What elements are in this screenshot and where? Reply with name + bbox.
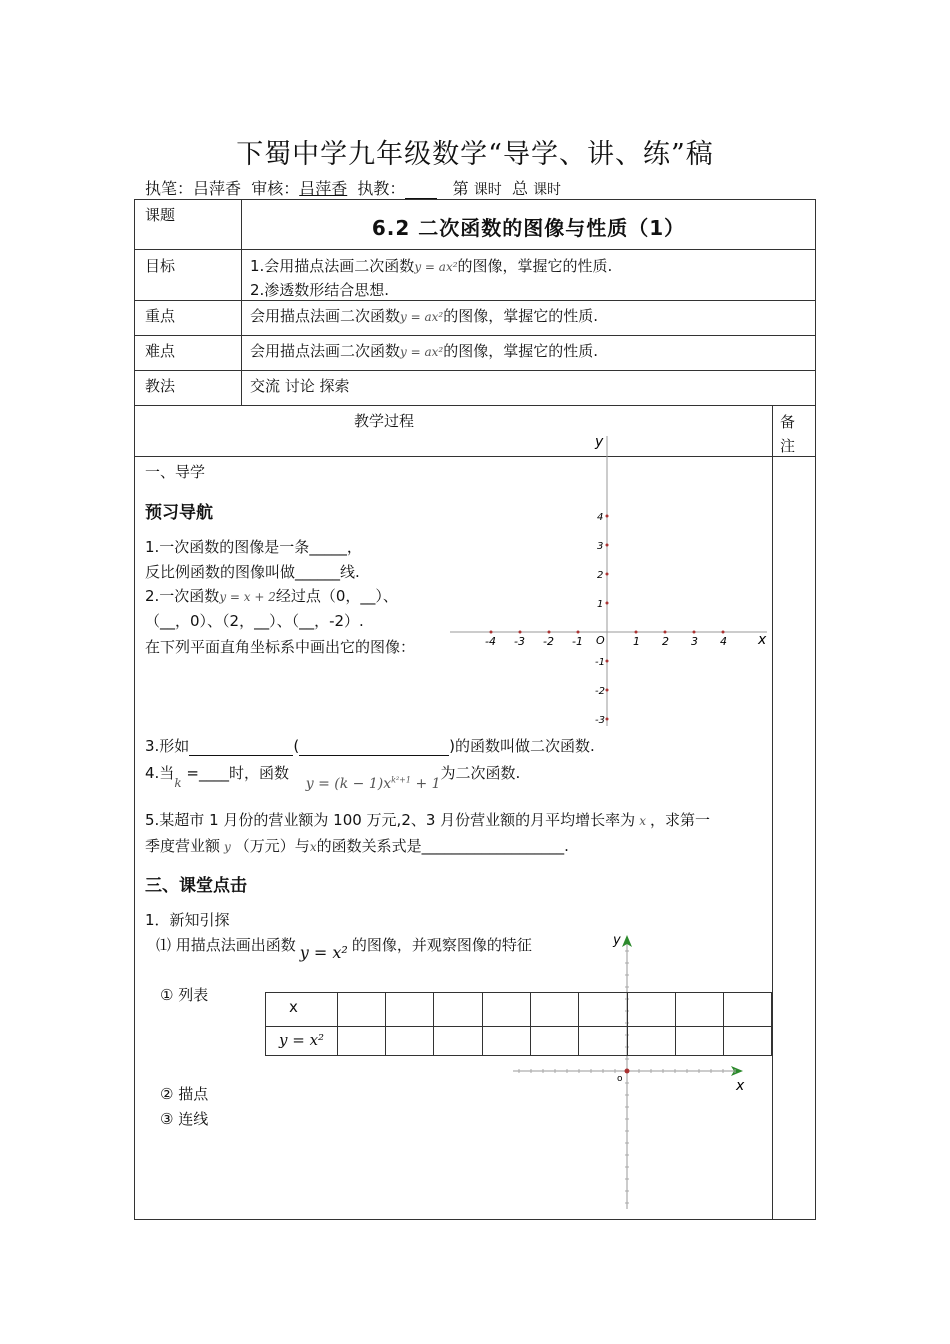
coordinate-grid-1 — [445, 428, 775, 730]
y-tick-label: 2 — [597, 570, 604, 581]
y-axis-label: y — [595, 434, 604, 450]
x-tick-mark — [490, 631, 493, 634]
x-tick-mark — [519, 631, 522, 634]
formula-yax2: y = ax² — [400, 310, 444, 324]
question-1a: 1.一次函数的图像是一条_____， — [145, 538, 362, 556]
section-classroom: 三、课堂点击 — [145, 876, 247, 896]
x-tick-mark — [664, 631, 667, 634]
notes-header: 备注 — [780, 413, 796, 455]
period-label: 第 — [452, 179, 469, 198]
step-plot: ② 描点 — [160, 1085, 209, 1103]
topic-title: 6.2 二次函数的图像与性质（1） — [371, 216, 686, 240]
method: 交流 讨论 探索 — [250, 377, 350, 395]
y-axis-label: y — [613, 933, 621, 948]
x-tick-label: 4 — [720, 635, 727, 648]
answer-blank[interactable] — [189, 737, 293, 756]
x-tick-mark — [693, 631, 696, 634]
method-label: 教法 — [145, 377, 176, 395]
total-label: 总 — [511, 179, 528, 198]
goal-label: 目标 — [145, 257, 176, 275]
reviewer-name: 吕萍香 — [299, 179, 348, 198]
page-title: 下蜀中学九年级数学“导学、讲、练”稿 — [236, 139, 714, 170]
formula-yax2: y = ax² — [414, 260, 458, 274]
question-5a: 5.某超市 1 月份的营业额为 100 万元,2、3 月份营业额的月平均增长率为 x ，求第一 — [145, 811, 710, 829]
y-tick-label: -1 — [595, 657, 605, 668]
answer-blank[interactable] — [299, 737, 449, 756]
y-tick-label: 4 — [597, 512, 604, 523]
process-header: 教学过程 — [354, 412, 415, 430]
y-tick-mark — [606, 602, 609, 605]
x-tick-mark — [635, 631, 638, 634]
y-tick-mark — [606, 718, 609, 721]
writer: 执笔：吕萍香 — [145, 179, 242, 198]
formula-q4: $y = (k - 1)x^{k^2+1} + 1$ — [305, 775, 441, 792]
question-3: 3.形如 ( )的函数叫做二次函数. — [145, 737, 595, 755]
x-tick-mark — [577, 631, 580, 634]
x-tick-label: -1 — [572, 635, 583, 648]
y-tick-label: 3 — [597, 541, 604, 552]
reviewer-label: 审核： — [251, 179, 300, 198]
y-tick-mark — [606, 660, 609, 663]
y-tick-mark — [606, 573, 609, 576]
meta-line — [145, 176, 561, 199]
question-2b: （__，0）、（2，__）、（__，-2）. — [145, 612, 364, 630]
table-header-x: x — [289, 998, 298, 1016]
hard-point: 会用描点法画二次函数y = ax²的图像，掌握它的性质. — [250, 342, 598, 360]
teacher-blank[interactable] — [405, 179, 437, 199]
x-tick-label: -3 — [514, 635, 525, 648]
formula-yax2: y = ax² — [400, 345, 444, 359]
origin-point — [625, 1069, 630, 1074]
x-tick-label: -4 — [485, 635, 496, 648]
x-tick-label: 3 — [691, 635, 698, 648]
task-1: ⑴ 用描点法画出函数 y = x² 的图像，并观察图像的特征 — [156, 936, 532, 962]
goal-2: 2.渗透数形结合思想. — [250, 281, 390, 299]
question-2c: 在下列平面直角坐标系中画出它的图像： — [145, 638, 416, 656]
y-tick-mark — [606, 544, 609, 547]
y-tick-mark — [606, 689, 609, 692]
y-tick-label: -3 — [595, 715, 605, 726]
hard-label: 难点 — [145, 342, 176, 360]
y-tick-label: -2 — [595, 686, 605, 697]
topic-label: 课题 — [145, 206, 176, 224]
formula-yx2-square: y = x² — [299, 943, 348, 962]
origin-label: o — [617, 1074, 623, 1084]
total-unit: 课时 — [533, 182, 562, 198]
x-tick-label: -2 — [543, 635, 554, 648]
key-point: 会用描点法画二次函数y = ax²的图像，掌握它的性质. — [250, 307, 598, 325]
step-list-table: ① 列表 — [160, 986, 209, 1004]
question-5b: 季度营业额 y （万元）与x的函数关系式是___________________. — [145, 837, 569, 855]
value-table — [265, 992, 772, 1056]
formula-yx2: y = x + 2 — [219, 590, 276, 604]
x-tick-label: 2 — [662, 635, 669, 648]
x-tick-label: 1 — [633, 635, 640, 648]
section-guide: 一、导学 — [145, 463, 206, 481]
teacher-label: 执教： — [357, 179, 406, 198]
period-unit: 课时 — [473, 182, 502, 198]
new-knowledge: 1．新知引探 — [145, 911, 230, 929]
preview-heading: 预习导航 — [145, 503, 213, 523]
x-axis-label: x — [736, 1078, 745, 1094]
question-2a: 2.一次函数y = x + 2经过点（0，__）、 — [145, 587, 398, 605]
y-tick-label: 1 — [597, 599, 604, 610]
origin-label: O — [596, 634, 605, 647]
question-1b: 反比例函数的图像叫做______线. — [145, 563, 360, 581]
key-label: 重点 — [145, 307, 176, 325]
x-tick-mark — [722, 631, 725, 634]
coordinate-grid-2 — [505, 925, 765, 1215]
question-4: 4.当$_k$ =____时，函数 $y = (k - 1)x^{k^2+1} + 1$为二次函数. — [145, 764, 521, 792]
x-axis-label: x — [758, 632, 767, 648]
goal-1: 1.会用描点法画二次函数y = ax²的图像，掌握它的性质. — [250, 257, 613, 275]
x-tick-mark — [548, 631, 551, 634]
table-header-y: y = x² — [279, 1031, 325, 1049]
step-connect: ③ 连线 — [160, 1110, 209, 1128]
y-tick-mark — [606, 515, 609, 518]
